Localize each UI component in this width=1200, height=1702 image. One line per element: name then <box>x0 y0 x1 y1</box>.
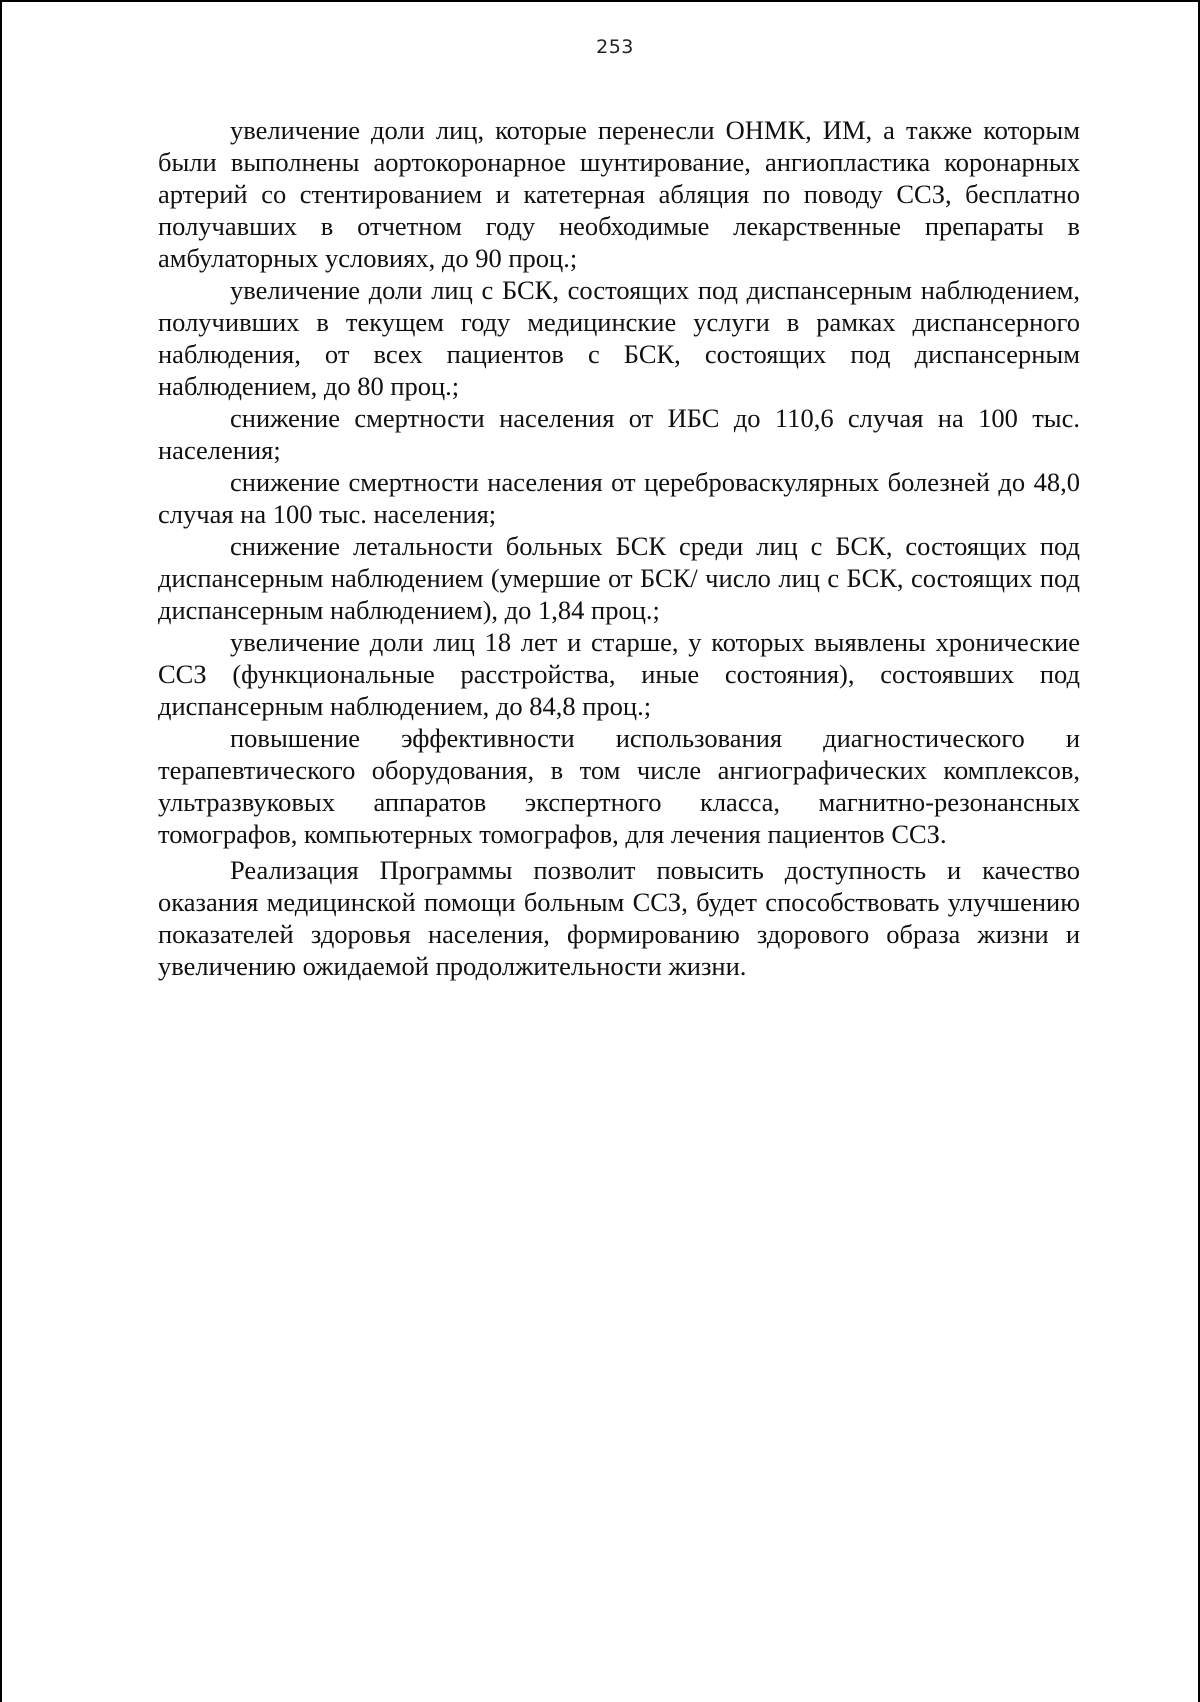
paragraph-8: Реализация Программы позволит повысить доступность и качество оказания медицинской помощи больным ССЗ, будет способствовать улучшению показателей здоровья населения, формированию здорового образа жизни и увеличению ожидаемой продолжительности жизни. <box>158 855 1080 981</box>
paragraph-7: повышение эффективности использования диагностического и терапевтического оборудования, в том числе ангиографических комплексов, ультразвуковых аппаратов экспертного класса, магнитно-резонансных томографов, компьютерных томографов, для лечения пациентов ССЗ. <box>158 723 1080 849</box>
paragraph-4: снижение смертности населения от цереброваскулярных болезней до 48,0 случая на 100 тыс. населения; <box>158 467 1080 529</box>
paragraph-3: снижение смертности населения от ИБС до 110,6 случая на 100 тыс. населения; <box>158 403 1080 465</box>
document-body <box>158 114 1080 982</box>
scan-border-top <box>0 0 1200 2</box>
paragraph-1: увеличение доли лиц, которые перенесли ОНМК, ИМ, а также которым были выполнены аортокоронарное шунтирование, ангиопластика коронарных артерий со стентированием и катетерная абляция по поводу ССЗ, бесплатно получавших в отчетном году необходимые лекарственные препараты в амбулаторных условиях, до 90 проц.; <box>158 115 1080 273</box>
scan-border-left <box>0 0 2 1702</box>
page-number: 253 <box>596 36 634 58</box>
paragraph-5: снижение летальности больных БСК среди лиц с БСК, состоящих под диспансерным наблюдением (умершие от БСК/ число лиц с БСК, состоящих под диспансерным наблюдением), до 1,84 проц.; <box>158 531 1080 625</box>
paragraph-6: увеличение доли лиц 18 лет и старше, у которых выявлены хронические ССЗ (функциональные расстройства, иные состояния), состоявших под диспансерным наблюдением, до 84,8 проц.; <box>158 627 1080 721</box>
paragraph-2: увеличение доли лиц с БСК, состоящих под диспансерным наблюдением, получивших в текущем году медицинские услуги в рамках диспансерного наблюдения, от всех пациентов с БСК, состоящих под диспансерным наблюдением, до 80 проц.; <box>158 275 1080 401</box>
